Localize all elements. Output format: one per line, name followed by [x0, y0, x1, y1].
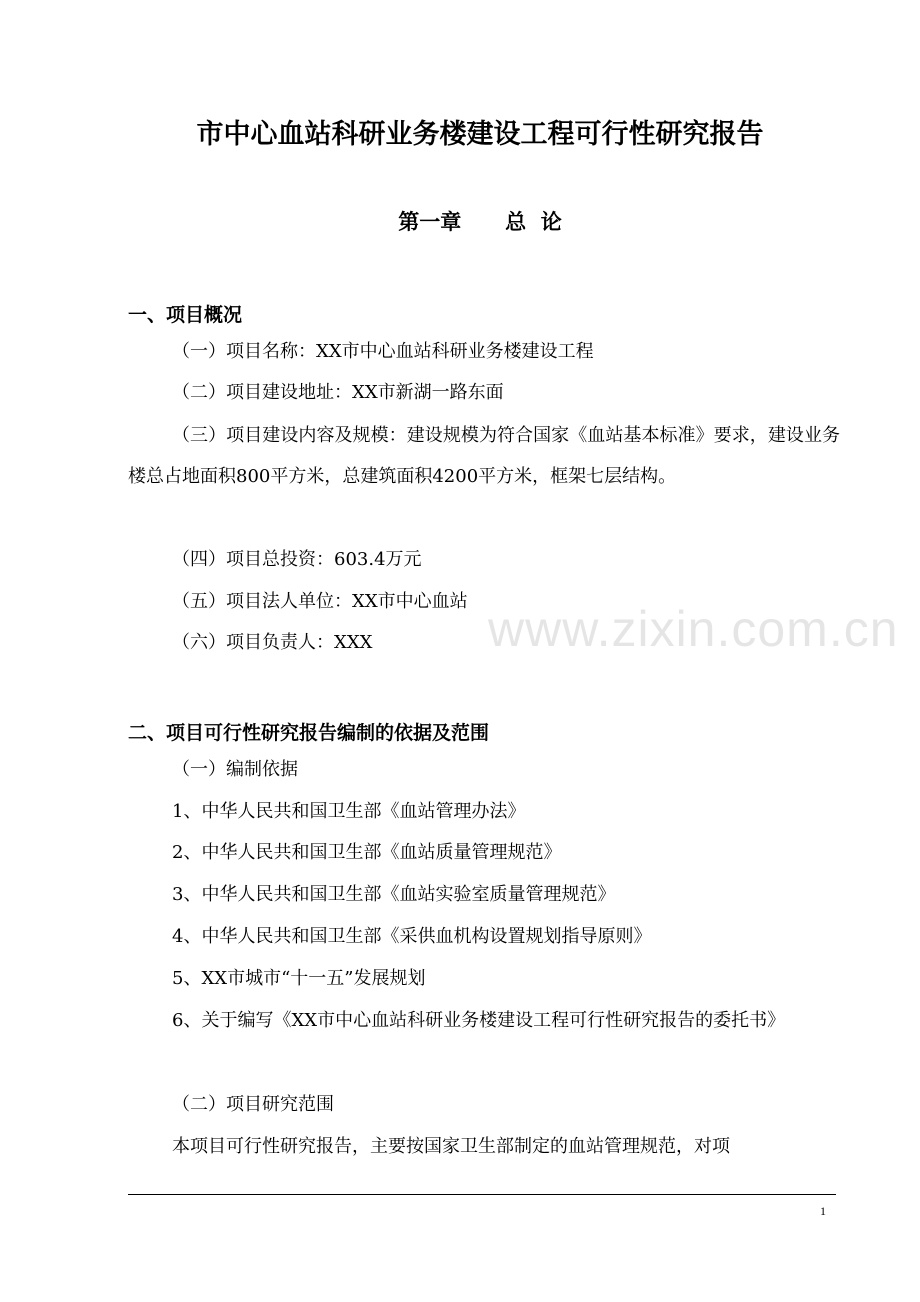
subsection-scope: （二）项目研究范围 [172, 1094, 334, 1115]
basis-item: 6、关于编写《XX市中心血站科研业务楼建设工程可行性研究报告的委托书》 [172, 1010, 786, 1031]
subsection-basis: （一）编制依据 [172, 759, 298, 780]
watermark: www.zixin.com.cn [488, 601, 899, 657]
basis-item: 1、中华人民共和国卫生部《血站管理办法》 [172, 801, 526, 822]
project-address: （二）项目建设地址：XX市新湖一路东面 [172, 382, 504, 403]
project-investment: （四）项目总投资：603.4万元 [172, 549, 422, 570]
project-manager: （六）项目负责人：XXX [172, 632, 373, 653]
section-heading-overview: 一、项目概况 [128, 304, 243, 326]
project-legal-entity: （五）项目法人单位：XX市中心血站 [172, 591, 468, 612]
basis-item: 2、中华人民共和国卫生部《血站质量管理规范》 [172, 842, 562, 863]
project-scope: （三）项目建设内容及规模：建设规模为符合国家《血站基本标准》要求，建设业务楼总占地面积800平方米，总建筑面积4200平方米，框架七层结构。 [128, 425, 840, 487]
page-number: 1 [820, 1204, 826, 1218]
basis-item: 5、XX市城市“十一五”发展规划 [172, 968, 426, 989]
footer-divider [128, 1194, 836, 1195]
scope-paragraph: 本项目可行性研究报告，主要按国家卫生部制定的血站管理规范，对项 [172, 1136, 730, 1157]
chapter-title: 第一章 总 论 [398, 210, 562, 234]
document-title: 市中心血站科研业务楼建设工程可行性研究报告 [196, 119, 764, 150]
basis-item: 4、中华人民共和国卫生部《采供血机构设置规划指导原则》 [172, 926, 652, 947]
section-heading-basis: 二、项目可行性研究报告编制的依据及范围 [128, 722, 490, 744]
basis-item: 3、中华人民共和国卫生部《血站实验室质量管理规范》 [172, 884, 616, 905]
project-name: （一）项目名称：XX市中心血站科研业务楼建设工程 [172, 341, 594, 362]
